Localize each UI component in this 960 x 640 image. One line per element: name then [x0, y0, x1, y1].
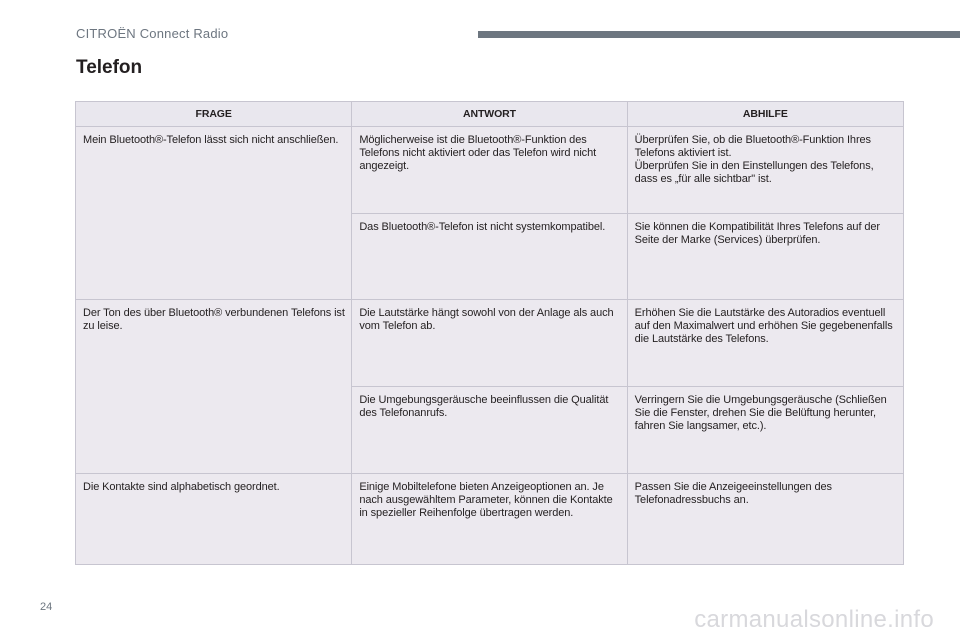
remedy-cell: Erhöhen Sie die Lautstärke des Autoradios eventuell auf den Maximalwert und erhöhen Sie gegebenenfalls die Lautstärke des Telefons. [627, 300, 903, 387]
answer-cell: Das Bluetooth®-Telefon ist nicht systemkompatibel. [352, 214, 627, 300]
table-row [76, 300, 904, 387]
table-row [76, 127, 904, 214]
troubleshooting-table [75, 101, 904, 565]
question-cell: Der Ton des über Bluetooth® verbundenen Telefons ist zu leise. [76, 300, 352, 474]
remedy-cell: Passen Sie die Anzeigeeinstellungen des Telefonadressbuchs an. [627, 474, 903, 565]
column-header-question: FRAGE [76, 102, 352, 127]
table-row [76, 474, 904, 565]
remedy-cell: Verringern Sie die Umgebungsgeräusche (Schließen Sie die Fenster, drehen Sie die Belüftung herunter, fahren Sie langsamer, etc.). [627, 387, 903, 474]
question-cell: Mein Bluetooth®-Telefon lässt sich nicht anschließen. [76, 127, 352, 300]
answer-cell: Einige Mobiltelefone bieten Anzeigeoptionen an. Je nach ausgewähltem Parameter, können die Kontakte in spezieller Reihenfolge übertragen werden. [352, 474, 627, 565]
manual-header-title: CITROËN Connect Radio [76, 26, 229, 41]
question-cell: Die Kontakte sind alphabetisch geordnet. [76, 474, 352, 565]
remedy-cell: Sie können die Kompatibilität Ihres Telefons auf der Seite der Marke (Services) überprüfen. [627, 214, 903, 300]
column-header-remedy: ABHILFE [627, 102, 903, 127]
answer-cell: Die Lautstärke hängt sowohl von der Anlage als auch vom Telefon ab. [352, 300, 627, 387]
remedy-cell: Überprüfen Sie, ob die Bluetooth®-Funktion Ihres Telefons aktiviert ist. Überprüfen Sie in den Einstellungen des Telefons, dass es „für alle sichtbar" ist. [627, 127, 903, 214]
page-number: 24 [40, 601, 53, 613]
answer-cell: Möglicherweise ist die Bluetooth®-Funktion des Telefons nicht aktiviert oder das Telefon wird nicht angezeigt. [352, 127, 627, 214]
watermark: carmanualsonline.info [694, 606, 934, 633]
header-divider-bar [478, 31, 960, 38]
answer-cell: Die Umgebungsgeräusche beeinflussen die Qualität des Telefonanrufs. [352, 387, 627, 474]
section-title: Telefon [76, 57, 143, 78]
table-header-row [76, 102, 904, 127]
column-header-answer: ANTWORT [352, 102, 627, 127]
